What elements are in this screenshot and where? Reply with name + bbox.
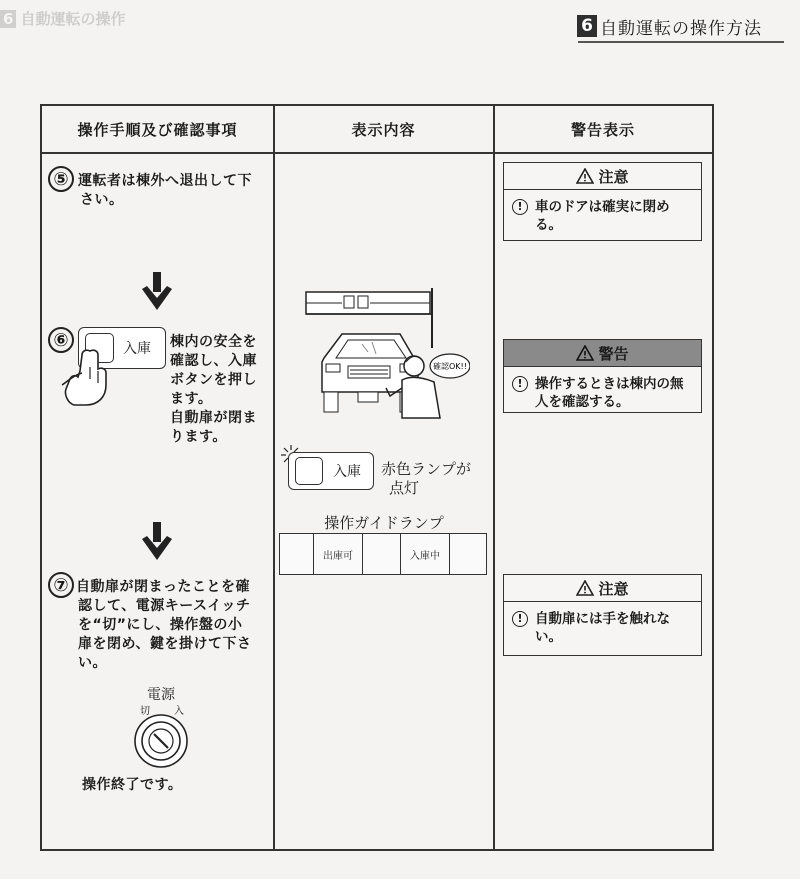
red-lamp-note-line: 赤色ランプが <box>381 460 472 478</box>
step-7-line: 扉を閉め、鍵を掛けて下さ <box>78 636 252 652</box>
step-5-line: 運転者は棟外へ退出して下 <box>78 173 252 189</box>
caution-box <box>503 162 702 241</box>
caution-header <box>504 163 701 190</box>
bubble-text: 確認OK!! <box>433 362 467 371</box>
step-6-line: 確認し、入庫 <box>170 353 257 369</box>
caution-line: 自動扉には手を触れな <box>535 611 670 627</box>
arrow-down-icon <box>141 272 173 312</box>
column-divider <box>493 106 495 849</box>
warning-body <box>504 367 701 415</box>
ghost-chapter-number: 6 <box>0 10 16 28</box>
operation-end-text: 操作終了です。 <box>82 777 183 793</box>
step-7-number: ⑦ <box>48 572 74 598</box>
step-6-line: ボタンを押し <box>170 372 257 388</box>
guide-lamp-cell: 入庫中 <box>401 534 450 574</box>
lit-entry-button-square <box>295 457 323 485</box>
red-lamp-note <box>381 460 471 498</box>
warning-line: 人を確認する。 <box>535 394 630 410</box>
caution-line: い。 <box>535 629 562 645</box>
step-6-line: 自動扉が閉ま <box>170 410 257 426</box>
caution-box-door <box>503 574 702 656</box>
key-switch-off-label: 切 <box>140 706 150 717</box>
garage-door-illustration <box>302 288 470 423</box>
header-warning: 警告表示 <box>570 120 635 139</box>
warning-triangle-icon <box>576 345 594 361</box>
guide-lamp-title: 操作ガイドランプ <box>324 514 444 532</box>
key-cylinder-icon <box>132 712 190 770</box>
guide-lamp-cell <box>280 534 314 574</box>
caution-label: 注意 <box>598 579 629 598</box>
step-5-line: さい。 <box>80 192 124 208</box>
column-divider <box>273 106 275 849</box>
ghost-chapter-title: 自動運転の操作 <box>20 10 126 28</box>
exclamation-icon: ! <box>512 376 528 392</box>
caution-line: る。 <box>535 217 562 233</box>
chapter-header <box>577 14 762 38</box>
step-6-line: ます。 <box>170 391 213 407</box>
warning-triangle-icon <box>576 580 594 596</box>
caution-label: 注意 <box>598 167 629 186</box>
step-7-line: い。 <box>78 655 107 671</box>
key-switch-on-label: 入 <box>174 706 184 717</box>
exclamation-icon: ! <box>512 611 528 627</box>
step-6-line: ります。 <box>170 429 227 445</box>
step-7-text <box>76 578 274 673</box>
warning-box <box>503 339 702 413</box>
step-6-number: ⑥ <box>48 327 74 353</box>
step-7-line: を“切”にし、操作盤の小 <box>78 617 243 633</box>
chapter-underline <box>578 41 784 43</box>
step-5-number: ⑤ <box>48 166 74 192</box>
warning-triangle-icon <box>576 168 594 184</box>
guide-lamp-cell <box>363 534 401 574</box>
header-display: 表示内容 <box>351 120 416 139</box>
step-6-line: 棟内の安全を <box>170 334 257 350</box>
arrow-down-icon <box>141 522 173 562</box>
caution-header <box>504 575 701 602</box>
step-7-line: 自動扉が閉まったことを確 <box>76 579 250 595</box>
pointing-hand-icon <box>60 345 112 407</box>
header-divider <box>42 152 712 154</box>
warning-line: 操作するときは棟内の無 <box>535 376 684 392</box>
caution-body <box>504 190 701 238</box>
lit-entry-button-label: 入庫 <box>333 464 361 480</box>
entry-button-label: 入庫 <box>123 341 151 357</box>
step-7-line: 認して、電源キースイッチ <box>78 598 251 614</box>
ghost-chapter-header <box>0 8 165 28</box>
warning-label: 警告 <box>598 344 629 363</box>
guide-lamp-cell: 出庫可 <box>314 534 363 574</box>
step-6-text <box>170 333 272 447</box>
red-lamp-note-line: 点灯 <box>389 479 420 497</box>
caution-body <box>504 602 701 650</box>
step-5-text <box>78 172 273 210</box>
caution-line: 車のドアは確実に閉め <box>535 199 670 215</box>
guide-lamp-cell <box>450 534 486 574</box>
key-switch-title: 電源 <box>147 687 175 703</box>
exclamation-icon: ! <box>512 199 528 215</box>
chapter-title: 自動運転の操作方法 <box>600 18 762 39</box>
power-key-switch <box>132 684 190 772</box>
warning-header <box>504 340 701 367</box>
header-procedure: 操作手順及び確認事項 <box>77 120 238 139</box>
guide-lamp-panel <box>279 533 487 575</box>
chapter-number: 6 <box>577 15 597 37</box>
lit-entry-button-illustration <box>288 452 374 490</box>
